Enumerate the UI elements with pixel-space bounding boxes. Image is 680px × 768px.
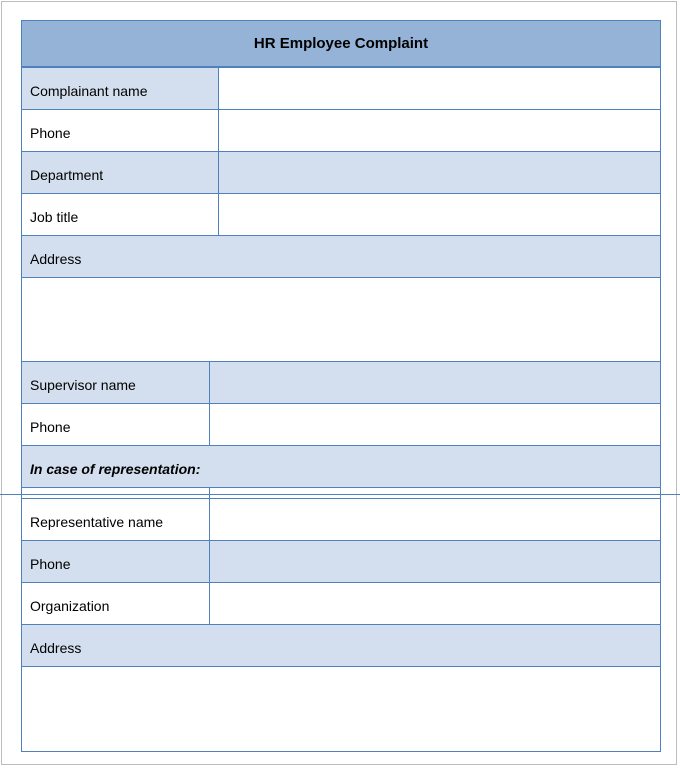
supervisor-name-label: Supervisor name xyxy=(22,362,210,403)
complainant-phone-field[interactable] xyxy=(219,110,660,151)
representative-phone-row xyxy=(22,541,660,583)
representative-address-label-row xyxy=(22,625,660,667)
complainant-address-label: Address xyxy=(22,236,660,277)
department-field[interactable] xyxy=(219,152,660,193)
representative-name-field[interactable] xyxy=(210,499,660,540)
supervisor-name-field[interactable] xyxy=(210,362,660,403)
complainant-address-row xyxy=(22,278,660,362)
organization-field[interactable] xyxy=(210,583,660,624)
job-title-label: Job title xyxy=(22,194,219,235)
complainant-phone-label: Phone xyxy=(22,110,219,151)
representative-phone-label: Phone xyxy=(22,541,210,582)
representative-address-label: Address xyxy=(22,625,660,666)
department-label: Department xyxy=(22,152,219,193)
organization-label: Organization xyxy=(22,583,210,624)
hr-employee-complaint-form xyxy=(21,20,661,752)
page-break-line xyxy=(0,494,680,495)
complainant-address-field[interactable] xyxy=(22,278,660,361)
spacer-cell-right xyxy=(210,488,660,498)
complainant-name-label: Complainant name xyxy=(22,68,219,109)
form-title: HR Employee Complaint xyxy=(22,21,660,68)
job-title-row xyxy=(22,194,660,236)
representation-section-label: In case of representation: xyxy=(22,446,660,487)
complainant-name-field[interactable] xyxy=(219,68,660,109)
representative-address-field[interactable] xyxy=(22,667,660,751)
supervisor-phone-field[interactable] xyxy=(210,404,660,445)
representative-name-label: Representative name xyxy=(22,499,210,540)
organization-row xyxy=(22,583,660,625)
supervisor-name-row xyxy=(22,362,660,404)
supervisor-phone-row xyxy=(22,404,660,446)
representative-phone-field[interactable] xyxy=(210,541,660,582)
job-title-field[interactable] xyxy=(219,194,660,235)
representative-address-row xyxy=(22,667,660,751)
supervisor-phone-label: Phone xyxy=(22,404,210,445)
representative-name-row xyxy=(22,499,660,541)
complainant-phone-row xyxy=(22,110,660,152)
complainant-address-label-row xyxy=(22,236,660,278)
complainant-name-row xyxy=(22,68,660,110)
representation-section-row xyxy=(22,446,660,488)
spacer-cell-left xyxy=(22,488,210,498)
department-row xyxy=(22,152,660,194)
